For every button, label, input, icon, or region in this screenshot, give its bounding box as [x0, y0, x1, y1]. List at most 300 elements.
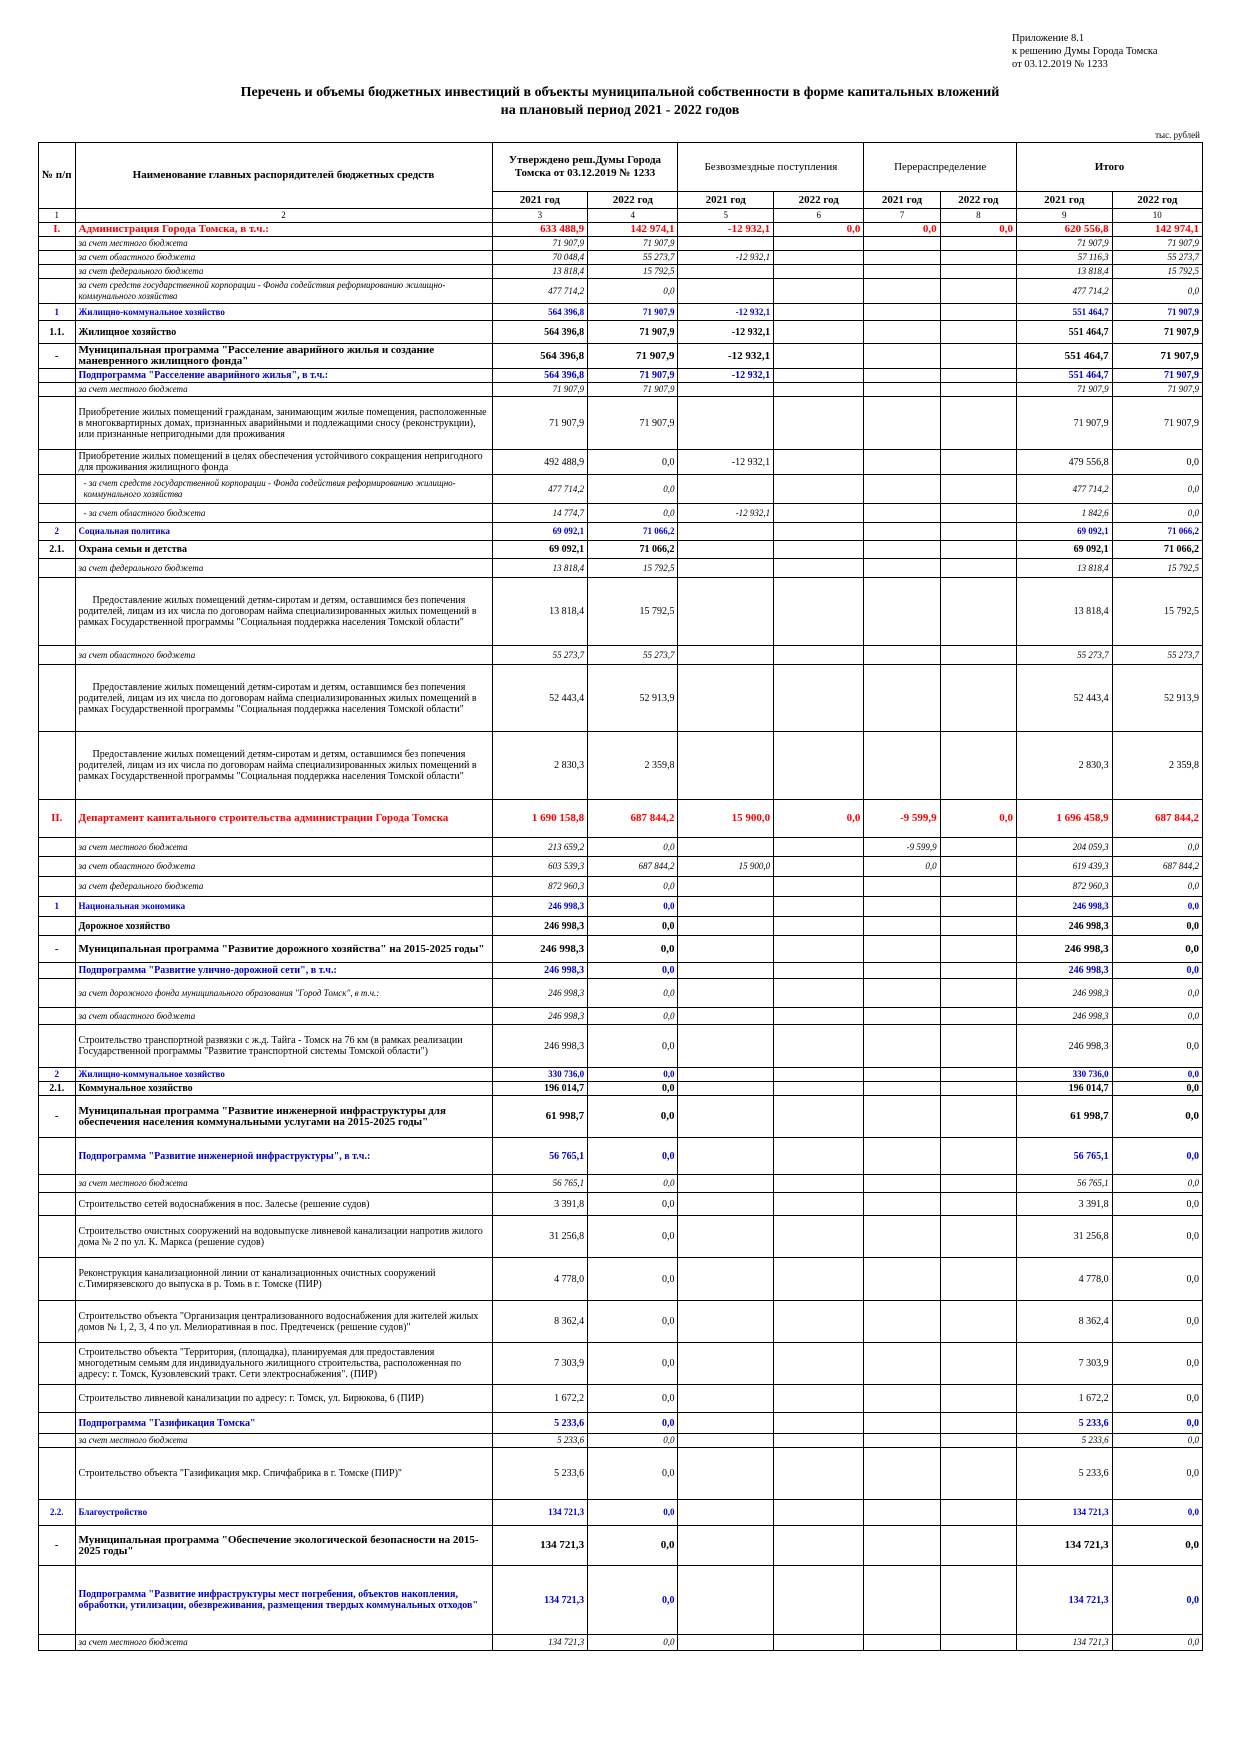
row-value: 0,0: [864, 223, 940, 237]
row-name: Строительство очистных сооружений на водовыпуске ливневой канализации напротив жилого дома № 2 по ул. К. Маркса (решение судов): [75, 1216, 492, 1258]
row-value: 1 672,2: [1016, 1385, 1112, 1413]
column-number: 4: [588, 209, 678, 223]
row-value: 0,0: [588, 1258, 678, 1301]
row-value: 15 792,5: [1112, 559, 1202, 578]
row-value: 0,0: [1112, 1500, 1202, 1526]
row-value: 71 907,9: [588, 344, 678, 369]
row-value: 0,0: [1112, 1175, 1202, 1193]
row-value: [864, 1385, 940, 1413]
row-number: [39, 857, 76, 877]
row-value: 31 256,8: [1016, 1216, 1112, 1258]
row-value: [864, 321, 940, 344]
row-value: [864, 541, 940, 559]
row-name: Муниципальная программа "Обеспечение экологической безопасности на 2015-2025 годы": [75, 1526, 492, 1566]
row-value: 0,0: [588, 917, 678, 936]
row-value: 15 792,5: [588, 265, 678, 279]
row-value: [774, 1082, 864, 1096]
row-name: за счет федерального бюджета: [75, 559, 492, 578]
row-value: [864, 1635, 940, 1651]
row-name: за счет местного бюджета: [75, 1175, 492, 1193]
row-value: 55 273,7: [588, 646, 678, 665]
row-value: [774, 1635, 864, 1651]
row-value: [940, 279, 1016, 304]
year-header: 2021 год: [678, 192, 774, 209]
row-value: -12 932,1: [678, 344, 774, 369]
table-row: [39, 304, 1203, 321]
row-value: [678, 237, 774, 251]
row-value: 0,0: [1112, 1385, 1202, 1413]
row-value: [774, 897, 864, 917]
table-row: [39, 1193, 1203, 1216]
row-number: [39, 1385, 76, 1413]
row-value: [678, 1413, 774, 1434]
row-value: 15 900,0: [678, 857, 774, 877]
row-value: 564 396,8: [492, 344, 588, 369]
row-value: [678, 979, 774, 1008]
row-value: [864, 1025, 940, 1068]
row-value: [864, 1193, 940, 1216]
row-value: 142 974,1: [588, 223, 678, 237]
row-value: 620 556,8: [1016, 223, 1112, 237]
row-value: [678, 838, 774, 857]
row-value: [678, 936, 774, 963]
row-value: [774, 559, 864, 578]
row-value: [678, 665, 774, 732]
row-name: за счет областного бюджета: [75, 646, 492, 665]
table-row: [39, 1500, 1203, 1526]
row-value: 477 714,2: [492, 279, 588, 304]
row-number: [39, 979, 76, 1008]
year-header: 2022 год: [940, 192, 1016, 209]
row-number: [39, 1138, 76, 1175]
row-value: [678, 541, 774, 559]
row-value: [774, 237, 864, 251]
row-value: 246 998,3: [1016, 897, 1112, 917]
col-header-approved: Утверждено реш.Думы Города Томска от 03.12.2019 № 1233: [492, 143, 678, 192]
row-value: 0,0: [588, 1216, 678, 1258]
row-value: [774, 369, 864, 383]
row-value: 14 774,7: [492, 504, 588, 523]
row-value: 0,0: [1112, 1448, 1202, 1500]
title-line: на плановый период 2021 - 2022 годов: [500, 103, 740, 118]
row-value: 330 736,0: [492, 1068, 588, 1082]
row-value: 134 721,3: [1016, 1566, 1112, 1635]
row-name: Подпрограмма "Развитие инженерной инфраструктуры", в т.ч.:: [75, 1138, 492, 1175]
row-value: [940, 304, 1016, 321]
row-value: 56 765,1: [492, 1175, 588, 1193]
row-value: 71 907,9: [588, 369, 678, 383]
row-value: [864, 251, 940, 265]
row-value: [940, 1434, 1016, 1448]
row-value: [864, 732, 940, 800]
row-value: [678, 1025, 774, 1068]
row-name: Приобретение жилых помещений в целях обеспечения устойчивого сокращения непригодного для проживания жилищного фонда: [75, 450, 492, 475]
row-value: 0,0: [1112, 979, 1202, 1008]
row-value: [774, 838, 864, 857]
row-value: 246 998,3: [492, 897, 588, 917]
row-value: [774, 917, 864, 936]
row-value: 55 273,7: [1112, 251, 1202, 265]
row-value: 0,0: [1112, 1635, 1202, 1651]
row-number: [39, 504, 76, 523]
row-value: 551 464,7: [1016, 344, 1112, 369]
table-row: [39, 383, 1203, 397]
row-value: 551 464,7: [1016, 321, 1112, 344]
row-value: 1 842,6: [1016, 504, 1112, 523]
row-value: 52 913,9: [588, 665, 678, 732]
row-value: [678, 1448, 774, 1500]
row-value: 13 818,4: [492, 559, 588, 578]
row-name: за счет местного бюджета: [75, 383, 492, 397]
row-value: [774, 578, 864, 646]
row-value: [864, 1448, 940, 1500]
row-value: 2 359,8: [588, 732, 678, 800]
table-row: [39, 1175, 1203, 1193]
row-number: [39, 450, 76, 475]
table-row: [39, 1413, 1203, 1434]
col-header-grants: Безвозмездные поступления: [678, 143, 864, 192]
annex-reference: [1012, 32, 1158, 71]
row-value: 564 396,8: [492, 304, 588, 321]
row-value: [940, 1526, 1016, 1566]
row-number: [39, 1413, 76, 1434]
row-value: 196 014,7: [1016, 1082, 1112, 1096]
row-value: [940, 397, 1016, 450]
row-value: 56 765,1: [492, 1138, 588, 1175]
row-value: 142 974,1: [1112, 223, 1202, 237]
row-value: 330 736,0: [1016, 1068, 1112, 1082]
row-number: [39, 1343, 76, 1385]
row-value: [864, 1068, 940, 1082]
row-value: [864, 279, 940, 304]
row-name: за счет дорожного фонда муниципального образования "Город Томск", в т.ч.:: [75, 979, 492, 1008]
row-name: - за счет средств государственной корпорации - Фонда содействия реформированию жилищно-коммунального хозяйства: [75, 475, 492, 504]
row-value: 71 066,2: [588, 541, 678, 559]
row-value: 5 233,6: [492, 1413, 588, 1434]
row-value: [774, 1175, 864, 1193]
row-value: 0,0: [588, 1301, 678, 1343]
annex-line: к решению Думы Города Томска: [1012, 46, 1158, 57]
row-number: [39, 369, 76, 383]
row-value: [678, 397, 774, 450]
row-value: [940, 237, 1016, 251]
row-value: [774, 1025, 864, 1068]
row-value: 0,0: [1112, 475, 1202, 504]
year-header: 2022 год: [774, 192, 864, 209]
row-name: за счет местного бюджета: [75, 237, 492, 251]
row-value: [678, 732, 774, 800]
table-row: [39, 223, 1203, 237]
row-value: -12 932,1: [678, 504, 774, 523]
row-value: 246 998,3: [1016, 917, 1112, 936]
row-value: [940, 1082, 1016, 1096]
row-number: 2.2.: [39, 1500, 76, 1526]
row-value: 69 092,1: [492, 523, 588, 541]
row-value: 0,0: [1112, 1082, 1202, 1096]
row-value: 872 960,3: [492, 877, 588, 897]
row-value: [940, 475, 1016, 504]
row-value: [774, 1343, 864, 1385]
row-value: [940, 265, 1016, 279]
table-row: [39, 1068, 1203, 1082]
row-value: 134 721,3: [1016, 1635, 1112, 1651]
row-value: [774, 279, 864, 304]
row-number: [39, 251, 76, 265]
row-value: [864, 897, 940, 917]
row-value: 5 233,6: [1016, 1434, 1112, 1448]
row-name: Предоставление жилых помещений детям-сиротам и детям, оставшимся без попечения родителей, лицам из их числа по договорам найма специализированных жилых помещений в рамках Государственной программы "Социальная поддержка населения Томской области": [75, 578, 492, 646]
row-value: 1 696 458,9: [1016, 800, 1112, 838]
row-value: 31 256,8: [492, 1216, 588, 1258]
row-name: за счет федерального бюджета: [75, 265, 492, 279]
row-value: [940, 1096, 1016, 1138]
row-value: [774, 732, 864, 800]
row-value: 246 998,3: [1016, 1008, 1112, 1025]
row-value: 55 273,7: [1112, 646, 1202, 665]
row-name: Подпрограмма "Развитие инфраструктуры мест погребения, объектов накопления, обработки, утилизации, обезвреживания, размещения твердых коммунальных отходов": [75, 1566, 492, 1635]
row-value: 8 362,4: [492, 1301, 588, 1343]
row-value: [940, 251, 1016, 265]
row-value: [774, 265, 864, 279]
table-row: [39, 475, 1203, 504]
row-value: 71 066,2: [1112, 523, 1202, 541]
row-number: [39, 665, 76, 732]
row-value: 0,0: [1112, 504, 1202, 523]
row-number: 1: [39, 897, 76, 917]
table-row: [39, 897, 1203, 917]
table-row: [39, 397, 1203, 450]
row-value: 134 721,3: [492, 1635, 588, 1651]
column-numbers-row: [39, 209, 1203, 223]
row-value: [678, 265, 774, 279]
row-value: 71 907,9: [1112, 321, 1202, 344]
row-value: [864, 237, 940, 251]
year-header: 2021 год: [864, 192, 940, 209]
row-value: 477 714,2: [1016, 475, 1112, 504]
row-value: 7 303,9: [1016, 1343, 1112, 1385]
row-value: 71 907,9: [1112, 237, 1202, 251]
row-value: [774, 1096, 864, 1138]
table-row: [39, 857, 1203, 877]
row-name: за счет областного бюджета: [75, 857, 492, 877]
row-name: Жилищно-коммунальное хозяйство: [75, 1068, 492, 1082]
row-value: 8 362,4: [1016, 1301, 1112, 1343]
row-value: 0,0: [1112, 1258, 1202, 1301]
row-value: [940, 1413, 1016, 1434]
row-value: 13 818,4: [492, 265, 588, 279]
row-value: 246 998,3: [1016, 936, 1112, 963]
row-number: [39, 917, 76, 936]
table-row: [39, 265, 1203, 279]
row-value: 0,0: [940, 800, 1016, 838]
table-row: [39, 1138, 1203, 1175]
row-number: [39, 1258, 76, 1301]
column-number: 6: [774, 209, 864, 223]
row-number: II.: [39, 800, 76, 838]
row-value: 71 907,9: [1016, 397, 1112, 450]
table-row: [39, 1008, 1203, 1025]
row-value: 69 092,1: [1016, 523, 1112, 541]
row-value: [678, 646, 774, 665]
table-row: [39, 665, 1203, 732]
row-value: 0,0: [1112, 1193, 1202, 1216]
row-value: 246 998,3: [1016, 979, 1112, 1008]
row-value: 71 907,9: [1112, 344, 1202, 369]
col-header-redistribution: Перераспределение: [864, 143, 1017, 192]
row-value: 0,0: [1112, 450, 1202, 475]
row-value: 246 998,3: [492, 1025, 588, 1068]
row-value: 204 059,3: [1016, 838, 1112, 857]
row-number: [39, 237, 76, 251]
row-value: 0,0: [588, 838, 678, 857]
row-number: 1: [39, 304, 76, 321]
row-name: Социальная политика: [75, 523, 492, 541]
row-value: 551 464,7: [1016, 304, 1112, 321]
row-value: 492 488,9: [492, 450, 588, 475]
annex-line: Приложение 8.1: [1012, 33, 1085, 44]
table-row: [39, 877, 1203, 897]
row-value: 71 907,9: [588, 397, 678, 450]
row-value: 0,0: [1112, 1025, 1202, 1068]
row-number: [39, 1008, 76, 1025]
table-row: [39, 1434, 1203, 1448]
row-value: 0,0: [588, 1385, 678, 1413]
row-value: [774, 1301, 864, 1343]
row-value: 0,0: [588, 897, 678, 917]
row-value: [940, 857, 1016, 877]
row-value: 0,0: [588, 1068, 678, 1082]
row-value: [774, 1008, 864, 1025]
row-value: 0,0: [1112, 1434, 1202, 1448]
row-number: -: [39, 936, 76, 963]
row-name: Благоустройство: [75, 1500, 492, 1526]
row-value: 0,0: [1112, 838, 1202, 857]
row-value: -12 932,1: [678, 450, 774, 475]
table-row: [39, 450, 1203, 475]
row-value: 564 396,8: [492, 321, 588, 344]
row-name: Предоставление жилых помещений детям-сиротам и детям, оставшимся без попечения родителей, лицам из их числа по договорам найма специализированных жилых помещений в рамках Государственной программы "Социальная поддержка населения Томской области": [75, 732, 492, 800]
row-value: 0,0: [588, 963, 678, 979]
row-value: [940, 344, 1016, 369]
row-value: [678, 1566, 774, 1635]
row-value: [678, 1096, 774, 1138]
row-value: [678, 523, 774, 541]
row-number: 2.1.: [39, 541, 76, 559]
row-value: [678, 383, 774, 397]
column-number: 8: [940, 209, 1016, 223]
row-name: Дорожное хозяйство: [75, 917, 492, 936]
row-number: [39, 1175, 76, 1193]
row-value: 213 659,2: [492, 838, 588, 857]
row-value: [774, 1448, 864, 1500]
row-name: Муниципальная программа "Развитие дорожного хозяйства" на 2015-2025 годы": [75, 936, 492, 963]
row-value: [774, 1385, 864, 1413]
table-row: [39, 1216, 1203, 1258]
table-row: [39, 1096, 1203, 1138]
row-value: 0,0: [1112, 1138, 1202, 1175]
row-value: 246 998,3: [492, 963, 588, 979]
row-value: 71 907,9: [1016, 237, 1112, 251]
row-value: [940, 450, 1016, 475]
row-value: [940, 838, 1016, 857]
row-value: [864, 523, 940, 541]
row-name: Жилищно-коммунальное хозяйство: [75, 304, 492, 321]
row-number: [39, 877, 76, 897]
row-value: [678, 1385, 774, 1413]
row-value: 69 092,1: [492, 541, 588, 559]
row-value: 56 765,1: [1016, 1175, 1112, 1193]
row-value: [774, 383, 864, 397]
row-value: [678, 963, 774, 979]
row-name: Строительство объекта "Газификация мкр. Спичфабрика в г. Томске (ПИР)": [75, 1448, 492, 1500]
row-name: Строительство сетей водоснабжения в пос. Залесье (решение судов): [75, 1193, 492, 1216]
table-row: [39, 578, 1203, 646]
row-value: [864, 877, 940, 897]
row-value: 55 273,7: [588, 251, 678, 265]
row-value: 0,0: [1112, 1301, 1202, 1343]
row-value: 551 464,7: [1016, 369, 1112, 383]
year-header: 2021 год: [492, 192, 588, 209]
row-value: 134 721,3: [492, 1566, 588, 1635]
row-value: [864, 963, 940, 979]
row-value: [940, 963, 1016, 979]
row-name: Предоставление жилых помещений детям-сиротам и детям, оставшимся без попечения родителей, лицам из их числа по договорам найма специализированных жилых помещений в рамках Государственной программы "Социальная поддержка населения Томской области": [75, 665, 492, 732]
row-value: [940, 523, 1016, 541]
row-value: 134 721,3: [1016, 1526, 1112, 1566]
row-value: 134 721,3: [492, 1500, 588, 1526]
table-row: [39, 321, 1203, 344]
row-value: [940, 1008, 1016, 1025]
row-value: 687 844,2: [1112, 800, 1202, 838]
row-value: 2 830,3: [1016, 732, 1112, 800]
row-value: 5 233,6: [1016, 1448, 1112, 1500]
row-name: Охрана семьи и детства: [75, 541, 492, 559]
row-value: [940, 1635, 1016, 1651]
row-value: 0,0: [588, 1413, 678, 1434]
row-number: [39, 475, 76, 504]
row-value: [678, 1175, 774, 1193]
row-name: за счет областного бюджета: [75, 251, 492, 265]
row-value: [940, 1500, 1016, 1526]
row-value: [774, 1434, 864, 1448]
row-value: [864, 504, 940, 523]
row-value: 0,0: [588, 1175, 678, 1193]
row-number: 2: [39, 1068, 76, 1082]
row-value: 55 273,7: [1016, 646, 1112, 665]
row-number: [39, 578, 76, 646]
row-value: [774, 979, 864, 1008]
row-value: [940, 732, 1016, 800]
row-value: 57 116,3: [1016, 251, 1112, 265]
row-number: [39, 838, 76, 857]
row-value: [940, 1448, 1016, 1500]
table-row: [39, 1025, 1203, 1068]
row-value: 0,0: [1112, 1413, 1202, 1434]
row-value: 71 066,2: [1112, 541, 1202, 559]
row-value: 0,0: [588, 279, 678, 304]
row-name: за счет средств государственной корпорации - Фонда содействия реформированию жилищно-коммунального хозяйства: [75, 279, 492, 304]
row-value: 0,0: [864, 857, 940, 877]
row-name: за счет федерального бюджета: [75, 877, 492, 897]
row-value: [774, 475, 864, 504]
row-value: [774, 344, 864, 369]
row-value: 15 792,5: [588, 578, 678, 646]
row-value: [774, 1413, 864, 1434]
row-value: [940, 646, 1016, 665]
row-value: 0,0: [588, 936, 678, 963]
row-value: 4 778,0: [1016, 1258, 1112, 1301]
row-number: [39, 1193, 76, 1216]
